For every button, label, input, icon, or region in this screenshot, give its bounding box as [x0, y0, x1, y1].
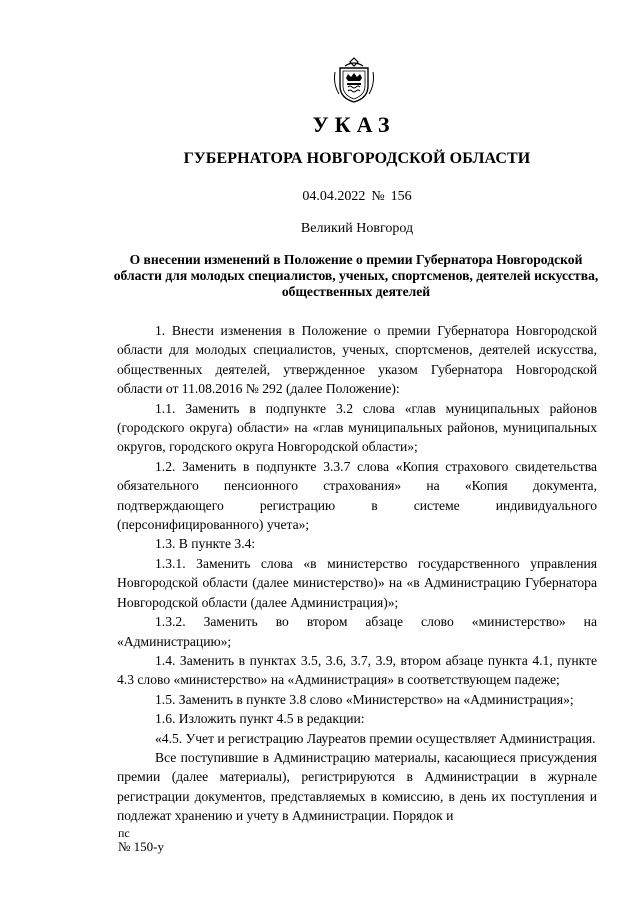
decree-title: УКАЗ — [312, 112, 396, 137]
footer-doc-number: № 150-у — [118, 839, 164, 854]
document-footer — [118, 826, 164, 854]
paragraph: 1.1. Заменить в подпункте 3.2 слова «глав муниципальных районов (городского округа) области» на «глав муниципальных районов, муниципальных округов, городского округа Новгородской области»; — [117, 400, 597, 455]
paragraph: 1.6. Изложить пункт 4.5 в редакции: — [155, 711, 365, 727]
paragraph: 1.2. Заменить в подпункте 3.3.7 слова «Копия страхового свидетельства обязательного пенсионного страхования» на «Копия документа, подтверждающего регистрацию в системе индивидуального (персонифицированного) учета»; — [117, 458, 597, 533]
paragraph: «4.5. Учет и регистрацию Лауреатов премии осуществляет Администрация. — [155, 730, 596, 746]
footer-code: пс — [118, 826, 130, 840]
decree-date: 04.04.2022 — [302, 189, 366, 204]
paragraph: 1.3.2. Заменить во втором абзаце слово «министерство» на «Администрацию»; — [117, 614, 597, 649]
decree-number: 156 — [390, 189, 412, 204]
paragraph: 1.3.1. Заменить слова «в министерство государственного управления Новгородской области (далее министерство)» на «в Администрацию Губернатора Новгородской области (далее Администрация)»; — [117, 555, 597, 610]
paragraph: 1.4. Заменить в пунктах 3.5, 3.6, 3.7, 3.9, втором абзаце пункта 4.1, пункте 4.3 слово «министерство» на «Администрация» в соответствующем падеже; — [117, 652, 597, 688]
decree-subtitle: ГУБЕРНАТОРА НОВГОРОДСКОЙ ОБЛАСТИ — [183, 150, 531, 167]
coat-of-arms-icon — [331, 56, 377, 104]
paragraph: 1. Внести изменения в Положение о премии Губернатора Новгородской области для молодых специалистов, ученых, спортсменов, деятелей искусства, общественных деятелей, утвержденное указом Губернатора Новгородской области от 11.08.2016 № 292 (далее Положение): — [117, 323, 597, 397]
paragraph: 1.3. В пункте 3.4: — [155, 536, 256, 552]
decree-number-sign: № — [371, 189, 385, 204]
paragraph: Все поступившие в Администрацию материалы, касающиеся присуждения премии (далее материалы), регистрируются в Администрации в журнале регистрации документов, представляемых в комиссию, в день их поступления и подлежат хранению и учету в Администрации. Порядок и — [117, 749, 597, 824]
decree-body — [117, 321, 597, 826]
decree-dateline — [0, 189, 640, 205]
decree-city: Великий Новгород — [300, 221, 414, 236]
paragraph: 1.5. Заменить в пункте 3.8 слово «Министерство» на «Администрация»; — [155, 691, 574, 707]
decree-heading: О внесении изменений в Положение о премии Губернатора Новгородской области для молодых специалистов, ученых, спортсменов, деятелей искусства, общественных деятелей — [113, 252, 599, 299]
